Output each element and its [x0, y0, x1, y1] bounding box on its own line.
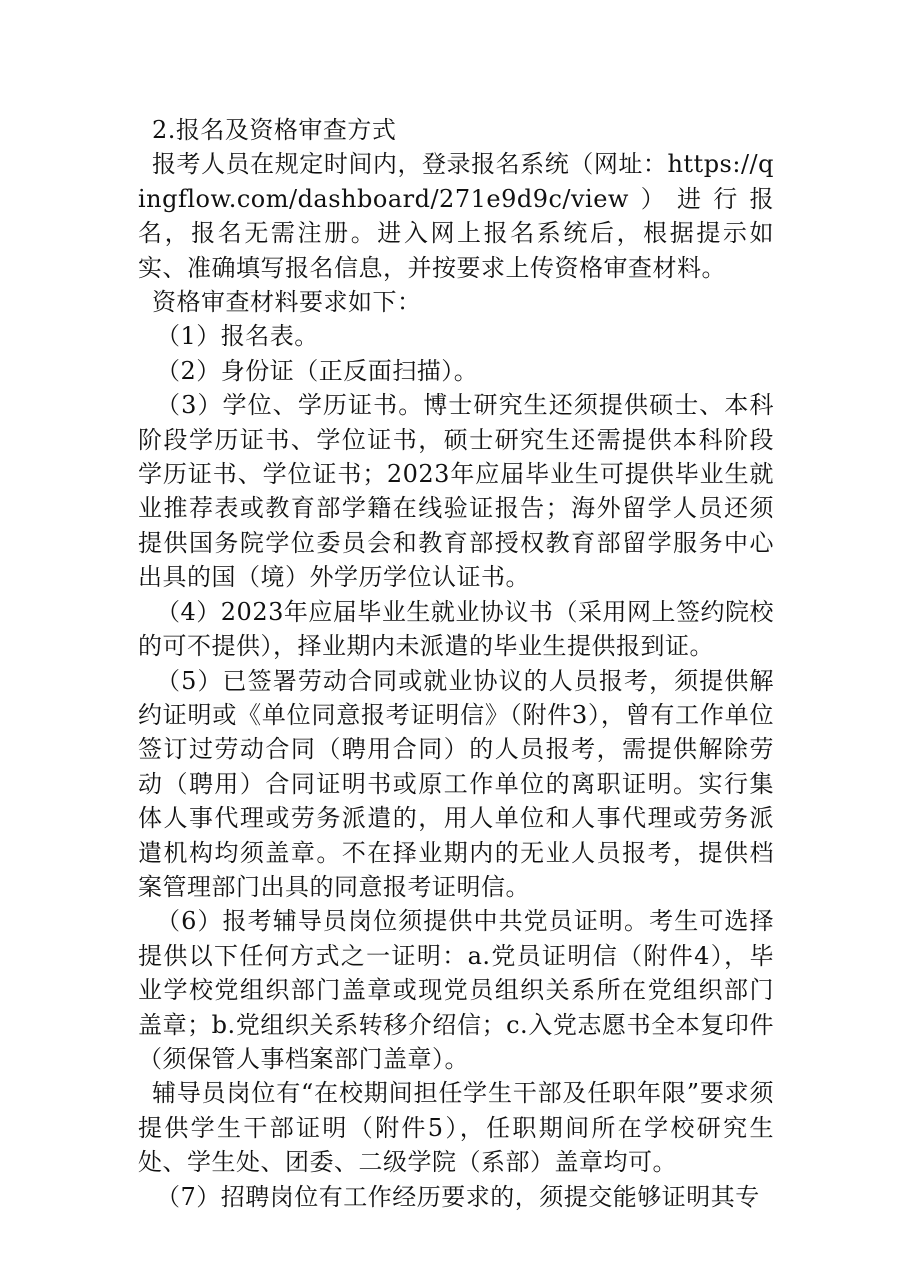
- list-item-4: （4）2023年应届毕业生就业协议书（采用网上签约院校的可不提供），择业期内未派遣的毕业生提供报到证。: [138, 597, 774, 661]
- paragraph-materials-intro: 资格审查材料要求如下：: [152, 288, 422, 317]
- document-body: [138, 113, 774, 1214]
- list-item-7: （7）招聘岗位有工作经历要求的，须提交能够证明其专: [156, 1182, 760, 1211]
- list-item-2: （2）身份证（正反面扫描）。: [156, 356, 479, 385]
- list-item-5: （5）已签署劳动合同或就业协议的人员报考，须提供解约证明或《单位同意报考证明信》（附件3），曾有工作单位签订过劳动合同（聘用合同）的人员报考，需提供解除劳动（聘用）合同证明书或原工作单位的离职证明。实行集体人事代理或劳务派遣的，用人单位和人事代理或劳务派遣机构均须盖章。不在择业期内的无业人员报考，提供档案管理部门出具的同意报考证明信。: [138, 666, 774, 901]
- list-item-3: （3）学位、学历证书。博士研究生还须提供硕士、本科阶段学历证书、学位证书，硕士研究生还需提供本科阶段学历证书、学位证书；2023年应届毕业生可提供毕业生就业推荐表或教育部学籍在线验证报告；海外留学人员还须提供国务院学位委员会和教育部授权教育部留学服务中心出具的国（境）外学历学位认证书。: [138, 391, 774, 592]
- list-item-6: （6）报考辅导员岗位须提供中共党员证明。考生可选择提供以下任何方式之一证明：a.党员证明信（附件4），毕业学校党组织部门盖章或现党员组织关系所在党组织部门盖章；b.党组织关系转移介绍信；c.入党志愿书全本复印件（须保管人事档案部门盖章）。: [138, 907, 774, 1073]
- list-item-1: （1）报名表。: [156, 322, 319, 351]
- section-heading: 2.报名及资格审查方式: [152, 116, 397, 144]
- paragraph-registration: 报考人员在规定时间内，登录报名系统（网址：https://qingflow.com/dashboard/271e9d9c/view）进行报名，报名无需注册。进入网上报名系统后，根据提示如实、准确填写报名信息，并按要求上传资格审查材料。: [138, 150, 774, 282]
- paragraph-counselor-requirement: 辅导员岗位有“在校期间担任学生干部及任职年限”要求须提供学生干部证明（附件5），任职期间所在学校研究生处、学生处、团委、二级学院（系部）盖章均可。: [138, 1079, 774, 1177]
